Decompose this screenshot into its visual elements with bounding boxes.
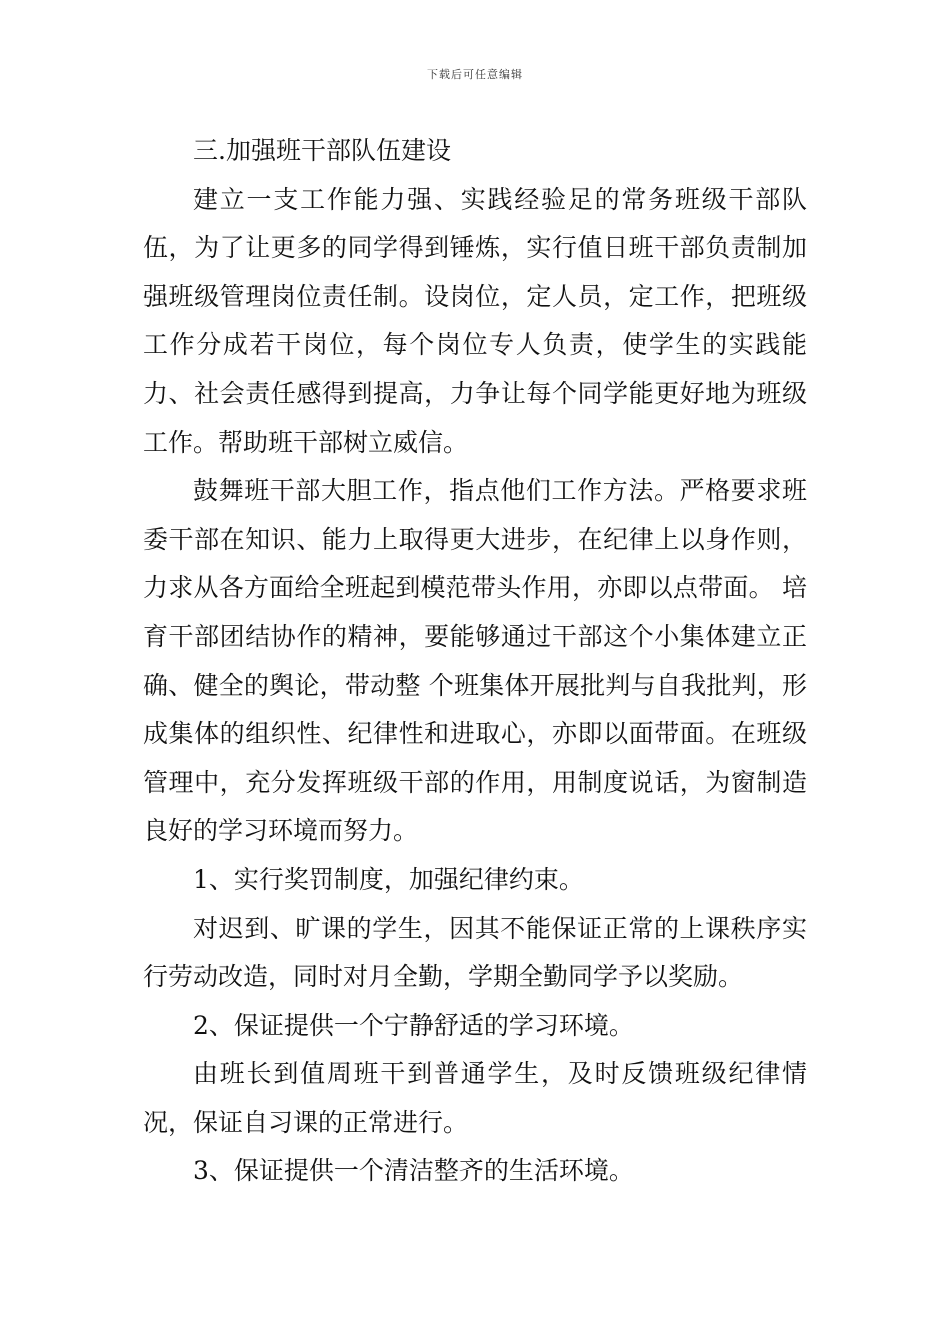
paragraph-3: 1、实行奖罚制度，加强纪律约束。	[193, 864, 584, 894]
section-title: 三.加强班干部队伍建设	[193, 136, 451, 165]
header-note: 下载后可任意编辑	[427, 68, 523, 81]
paragraph-4: 对迟到、旷课的学生，因其不能保证正常的上课秩序实行劳动改造，同时对月全勤，学期全勤同学予以奖励。	[143, 913, 807, 992]
paragraph-5: 2、保证提供一个宁静舒适的学习环境。	[193, 1010, 634, 1040]
paragraph-7: 3、保证提供一个清洁整齐的生活环境。	[193, 1156, 634, 1186]
document-body	[143, 127, 807, 1196]
paragraph-2: 鼓舞班干部大胆工作，指点他们工作方法。严格要求班委干部在知识、能力上取得更大进步，在纪律上以身作则，力求从各方面给全班起到模范带头作用，亦即以点带面。 培育干部团结协作的精神，要能够通过干部这个小集体建立正确、健全的舆论，带动整 个班集体开展批判与自我批判，形成集体的组织性、纪律性和进取心，亦即以面带面。在班级管理中，充分发挥班级干部的作用，用制度说话，为窗制造良好的学习环境而努力。	[143, 476, 807, 846]
paragraph-6: 由班长到值周班干到普通学生，及时反馈班级纪律情况，保证自习课的正常进行。	[143, 1059, 807, 1137]
paragraph-1: 建立一支工作能力强、实践经验足的常务班级干部队伍，为了让更多的同学得到锤炼，实行值日班干部负责制加强班级管理岗位责任制。设岗位，定人员，定工作，把班级工作分成若干岗位，每个岗位专人负责，使学生的实践能力、社会责任感得到提高，力争让每个同学能更好地为班级工作。帮助班干部树立威信。	[143, 184, 807, 457]
